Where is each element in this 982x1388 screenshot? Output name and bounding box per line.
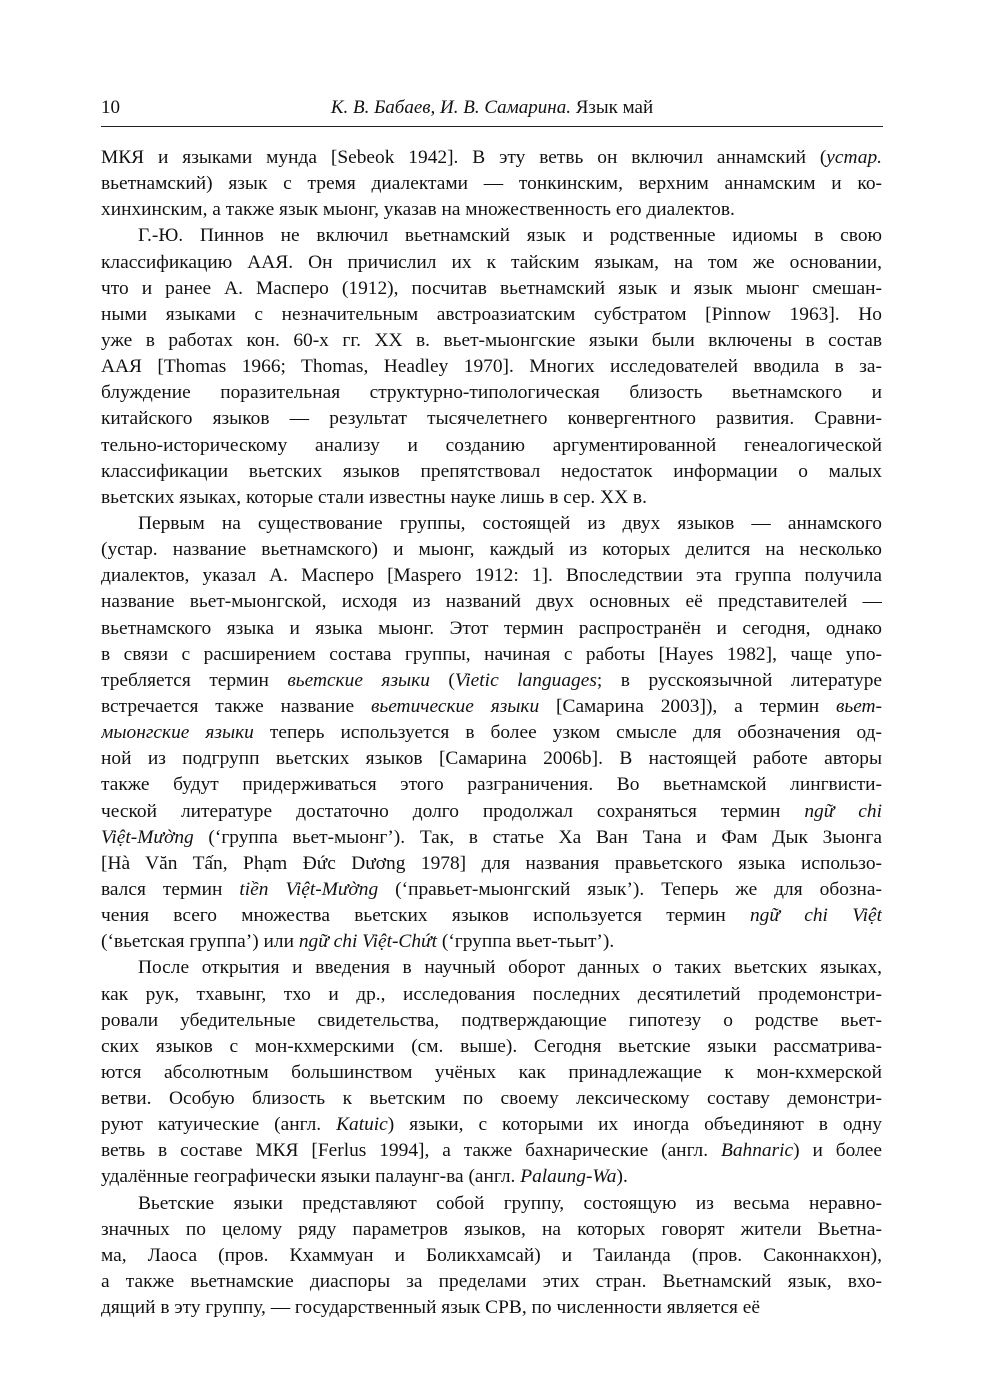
italic-term: tiền Việt-Mường bbox=[239, 878, 379, 900]
text-line: диалектов, указал А. Масперо [Maspero 1912: 1]. Впоследствии эта группа получила bbox=[101, 565, 882, 587]
text-line: (‘вьетская группа’) или ngữ chi Việt-Chứt (‘группа вьет-тьыт’). bbox=[101, 931, 615, 953]
text-line: Việt-Mường (‘группа вьет-мыонг’). Так, в статье Ха Ван Тана и Фам Дык Зыонга bbox=[101, 826, 882, 848]
text-line: как рук, тхавынг, тхо и др., исследования последних десятилетий продемонстри- bbox=[101, 983, 882, 1005]
text-line: Вьетские языки представляют собой группу, состоящую из весьма неравно- bbox=[138, 1192, 882, 1214]
italic-term: ngữ chi Việt-Chứt bbox=[298, 931, 438, 953]
text-line: (устар. название вьетнамского) и мыонг, каждый из которых делится на несколько bbox=[101, 539, 882, 561]
text-line: МКЯ и языками мунда [Sebeok 1942]. В эту ветвь он включил аннамский (устар. bbox=[101, 147, 882, 168]
running-header bbox=[101, 96, 883, 127]
body-text bbox=[101, 145, 882, 1321]
text-line: классификацию ААЯ. Он причислил их к тайским языкам, на том же основании, bbox=[101, 251, 882, 273]
running-title-authors: К. В. Бабаев, И. В. Самарина. bbox=[330, 97, 571, 118]
text-line: удалённые географически языки палаунг-ва (англ. Palaung-Wa). bbox=[101, 1166, 628, 1188]
text-line: блуждение поразительная структурно-типологическая близость вьетнамского и bbox=[101, 382, 882, 404]
italic-term: вьет- bbox=[835, 695, 882, 717]
text-line: руют катуические (англ. Katuic) языки, с которыми их иногда объединяют в одну bbox=[101, 1114, 882, 1136]
italic-term: Vietic languages bbox=[454, 669, 597, 691]
text-line: хинхинским, а также язык мыонг, указав на множественность его диалектов. bbox=[101, 199, 735, 221]
running-title-book: Язык май bbox=[575, 97, 654, 118]
text-line: вьетнамский) язык с тремя диалектами — тонкинским, верхним аннамским и ко- bbox=[101, 173, 882, 195]
text-line: значных по целому ряду параметров языков, на которых говорят жители Вьетна- bbox=[101, 1218, 882, 1240]
text-line: вался термин tiền Việt-Mường (‘правьет-мыонгский язык’). Теперь же для обозна- bbox=[101, 878, 882, 900]
text-line: мыонгские языки теперь используется в более узком смысле для обозначения од- bbox=[101, 722, 882, 744]
paragraph bbox=[101, 1191, 882, 1322]
page-number: 10 bbox=[101, 97, 120, 118]
text-line: вьетских языках, которые стали известны науке лишь в сер. XX в. bbox=[101, 486, 647, 508]
text-line: встречается также название вьетические языки [Самарина 2003]), а термин вьет- bbox=[101, 695, 882, 717]
italic-term: вьетические языки bbox=[370, 695, 540, 717]
text-line: ровали убедительные свидетельства, подтверждающие гипотезу о родстве вьет- bbox=[101, 1009, 882, 1031]
text-line: вьетнамского языка и языка мыонг. Этот термин распространён и сегодня, однако bbox=[101, 617, 882, 639]
text-line: ческой литературе достаточно долго продолжал сохраняться термин ngữ chi bbox=[101, 800, 882, 822]
text-line: что и ранее А. Масперо (1912), посчитав вьетнамский язык и язык мыонг смешан- bbox=[101, 277, 882, 299]
paragraph bbox=[101, 511, 882, 955]
text-line: в связи с расширением состава группы, начиная с работы [Hayes 1982], чаще упо- bbox=[101, 643, 882, 665]
text-line: [Hà Văn Tấn, Phạm Đức Dương 1978] для названия правьетского языка использо- bbox=[101, 852, 882, 874]
italic-term: ngữ chi bbox=[804, 800, 882, 822]
italic-term: устар. bbox=[826, 147, 882, 168]
text-line: чения всего множества вьетских языков используется термин ngữ chi Việt bbox=[101, 905, 882, 927]
italic-term: Bahnaric bbox=[720, 1140, 794, 1162]
text-line: Первым на существование группы, состоящей из двух языков — аннамского bbox=[138, 512, 882, 534]
text-line: ются абсолютным большинством учёных как принадлежащие к мон-кхмерской bbox=[101, 1061, 882, 1083]
text-line: название вьет-мыонгской, исходя из названий двух основных её представителей — bbox=[101, 591, 882, 613]
paragraph bbox=[101, 223, 882, 511]
text-line: ААЯ [Thomas 1966; Thomas, Headley 1970]. Многих исследователей вводила в за- bbox=[101, 356, 882, 378]
text-line: Г.-Ю. Пиннов не включил вьетнамский язык и родственные идиомы в свою bbox=[138, 225, 882, 247]
paragraph bbox=[101, 145, 882, 223]
text-line: тельно-историческому анализу и созданию аргументированной генеалогической bbox=[101, 434, 882, 456]
italic-term: Katuic bbox=[336, 1114, 388, 1136]
paragraph bbox=[101, 955, 882, 1190]
italic-term: Palaung-Wa bbox=[520, 1166, 617, 1188]
text-line: ными языками с незначительным австроазиатским субстратом [Pinnow 1963]. Но bbox=[101, 303, 882, 325]
text-line: дящий в эту группу, — государственный язык СРВ, по численности является её bbox=[101, 1297, 761, 1319]
text-line: китайского языков — результат тысячелетнего конвергентного развития. Сравни- bbox=[101, 408, 882, 430]
text-line: также будут придерживаться этого разграничения. Во вьетнамской лингвисти- bbox=[101, 774, 882, 796]
text-line: После открытия и введения в научный оборот данных о таких вьетских языках, bbox=[138, 957, 882, 979]
text-line: а также вьетнамские диаспоры за пределами этих стран. Вьетнамский язык, вхо- bbox=[101, 1271, 882, 1293]
text-line: ветвь в составе МКЯ [Ferlus 1994], а также бахнарические (англ. Bahnaric) и более bbox=[101, 1140, 882, 1162]
text-line: уже в работах кон. 60-х гг. XX в. вьет-мыонгские языки были включены в состав bbox=[101, 329, 882, 351]
text-line: классификации вьетских языков препятствовал недостаток информации о малых bbox=[101, 460, 882, 482]
italic-term: Việt-Mường bbox=[101, 826, 194, 848]
text-line: ских языков с мон-кхмерскими (см. выше). Сегодня вьетские языки рассматрива- bbox=[101, 1035, 882, 1057]
running-title bbox=[101, 96, 883, 120]
text-line: требляется термин вьетские языки (Vietic languages; в русскоязычной литературе bbox=[101, 669, 882, 691]
italic-term: ngữ chi Việt bbox=[749, 905, 882, 927]
text-line: ма, Лаоса (пров. Кхаммуан и Боликхамсай) и Таиланда (пров. Саконнакхон), bbox=[101, 1244, 882, 1266]
text-line: ной из подгрупп вьетских языков [Самарина 2006b]. В настоящей работе авторы bbox=[101, 748, 882, 770]
italic-term: вьетские языки bbox=[287, 669, 430, 691]
italic-term: мыонгские языки bbox=[101, 722, 254, 744]
text-line: ветви. Особую близость к вьетским по своему лексическому составу демонстри- bbox=[101, 1088, 882, 1110]
